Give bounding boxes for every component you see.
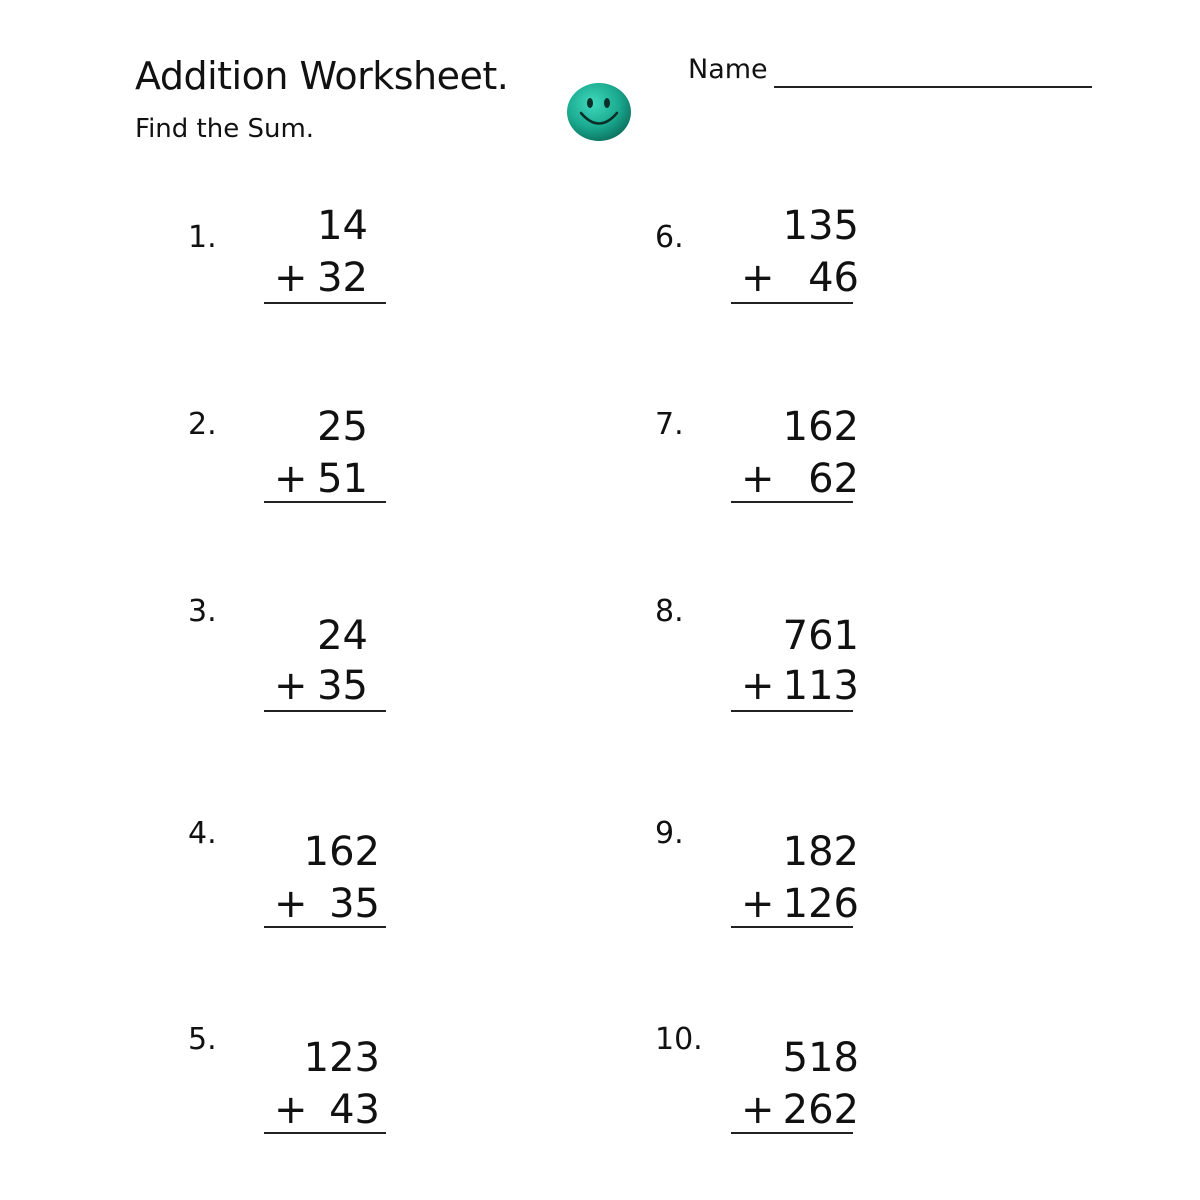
plus-sign: +: [741, 1087, 775, 1133]
addend-top: 123: [303, 1035, 380, 1081]
problem-6: [655, 203, 1115, 336]
addend-top: 761: [782, 613, 859, 659]
plus-sign: +: [741, 255, 775, 301]
problem-2: [188, 405, 648, 535]
problem-number: 1.: [188, 220, 217, 255]
addend-top: 25: [317, 404, 368, 450]
problem-7: [655, 405, 1115, 535]
problem-1: [188, 203, 648, 336]
addend-bottom: 35: [317, 663, 368, 709]
plus-sign: +: [274, 1087, 308, 1133]
answer-line[interactable]: [264, 710, 386, 712]
smiley-face-icon: [566, 82, 632, 142]
answer-line[interactable]: [731, 1132, 853, 1134]
plus-sign: +: [274, 663, 308, 709]
addend-top: 162: [782, 404, 859, 450]
answer-line[interactable]: [731, 501, 853, 503]
addend-top: 162: [303, 829, 380, 875]
problem-number: 9.: [655, 816, 684, 851]
answer-line[interactable]: [731, 926, 853, 928]
problem-10: [655, 1022, 1115, 1152]
plus-sign: +: [274, 255, 308, 301]
worksheet-title: Addition Worksheet.: [135, 54, 509, 98]
name-label: Name: [688, 54, 768, 85]
addend-bottom: 126: [782, 881, 859, 927]
plus-sign: +: [741, 456, 775, 502]
addend-top: 518: [782, 1035, 859, 1081]
answer-line[interactable]: [731, 302, 853, 304]
answer-line[interactable]: [731, 710, 853, 712]
addend-bottom: 262: [782, 1087, 859, 1133]
addend-top: 14: [317, 203, 368, 249]
addend-bottom: 51: [317, 456, 368, 502]
answer-line[interactable]: [264, 926, 386, 928]
addend-top: 24: [317, 613, 368, 659]
problem-number: 3.: [188, 594, 217, 629]
addend-bottom: 46: [808, 255, 859, 301]
addend-bottom: 113: [782, 663, 859, 709]
addend-top: 182: [782, 829, 859, 875]
problem-number: 8.: [655, 594, 684, 629]
problem-number: 4.: [188, 816, 217, 851]
problem-number: 2.: [188, 407, 217, 442]
problem-3: [188, 594, 648, 724]
name-input-line[interactable]: [774, 86, 1092, 88]
addend-top: 135: [782, 203, 859, 249]
problem-9: [655, 816, 1115, 946]
plus-sign: +: [741, 663, 775, 709]
problem-number: 10.: [655, 1022, 703, 1057]
worksheet-instructions: Find the Sum.: [135, 114, 315, 144]
answer-line[interactable]: [264, 501, 386, 503]
answer-line[interactable]: [264, 302, 386, 304]
problem-8: [655, 594, 1115, 724]
addend-bottom: 43: [329, 1087, 380, 1133]
problem-number: 5.: [188, 1022, 217, 1057]
problem-number: 6.: [655, 220, 684, 255]
problem-5: [188, 1022, 648, 1152]
plus-sign: +: [274, 456, 308, 502]
addend-bottom: 62: [808, 456, 859, 502]
plus-sign: +: [274, 881, 308, 927]
answer-line[interactable]: [264, 1132, 386, 1134]
plus-sign: +: [741, 881, 775, 927]
problem-4: [188, 816, 648, 946]
addend-bottom: 35: [329, 881, 380, 927]
problem-number: 7.: [655, 407, 684, 442]
addend-bottom: 32: [317, 255, 368, 301]
